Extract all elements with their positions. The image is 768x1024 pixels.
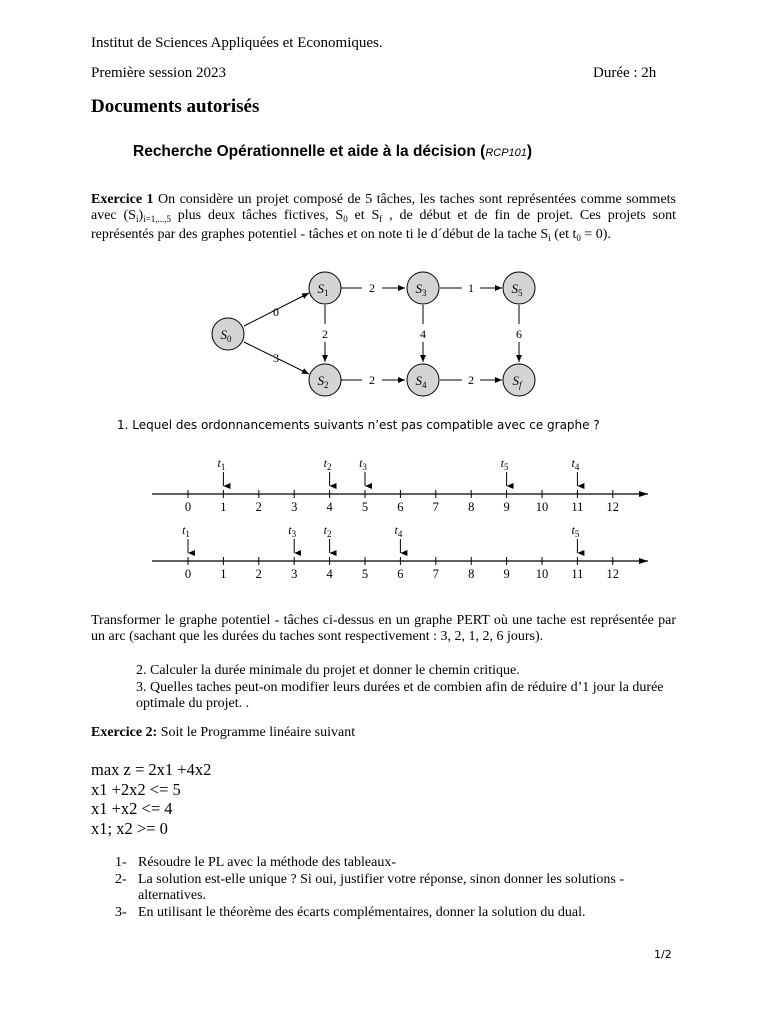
timeline-a-marker-label: $t_2$ <box>323 456 332 472</box>
timeline-a-tick-label: 5 <box>361 500 369 514</box>
linear-program <box>91 760 211 838</box>
lp-objective: max z = 2x1 +4x2 <box>91 760 212 779</box>
weight-s5-sf: 6 <box>516 327 522 341</box>
timeline-a-tick-label: 12 <box>606 500 620 514</box>
timeline-b-marker-label: $t_4$ <box>394 523 403 539</box>
weight-s1-s3: 2 <box>369 281 375 295</box>
ex2-q3-num: 3- <box>115 905 127 920</box>
course-title-text: Recherche Opérationnelle et aide à la décision ( <box>133 143 486 160</box>
timeline-a-tick-label: 3 <box>291 500 298 514</box>
timeline-b-tick-label: 10 <box>535 567 549 581</box>
timeline-a-marker-label: $t_5$ <box>500 456 509 472</box>
timeline-a-tick-label: 11 <box>571 500 584 514</box>
timeline-b-marker-label: $t_1$ <box>182 523 190 539</box>
timeline-b-tick-label: 0 <box>184 567 192 581</box>
weight-s3-s4: 4 <box>420 327 426 341</box>
intro-part: plus deux tâches fictives, S <box>170 208 344 223</box>
timeline-a-marker-label: $t_1$ <box>217 456 226 472</box>
intro-sub: i=1,...,5 <box>143 214 171 224</box>
intro-part: , de début et de fin de projet. Ces projets sont représentés par des graphes potentiel - tâches et on note ti le d´début de la tache S <box>91 208 677 242</box>
timeline-b-tick-label: 6 <box>397 567 404 581</box>
timeline-b-tick-label: 9 <box>503 567 510 581</box>
node-s2-label: $S_2$ <box>317 373 329 390</box>
timeline-b-marker-label: $t_2$ <box>323 523 332 539</box>
intro-sub: 0 <box>576 233 581 243</box>
weight-s0-s2: 3 <box>273 351 279 365</box>
timeline-b <box>152 523 648 581</box>
node-s5 <box>503 272 535 304</box>
session-label: Première session 2023 <box>91 65 226 81</box>
lp-constraint-2: x1 +x2 <= 4 <box>91 799 173 818</box>
intro-part: et S <box>347 208 380 223</box>
question-2: 2. Calculer la durée minimale du projet et donner le chemin critique. <box>136 663 520 678</box>
exercise2-intro-text: Soit le Programme linéaire suivant <box>157 725 356 740</box>
ex2-q2-text: La solution est-elle unique ? Si oui, justifier votre réponse, sinon donner les solutions - alternatives. <box>138 872 625 903</box>
node-sf <box>503 364 535 396</box>
node-s3 <box>407 272 439 304</box>
lp-nonnegativity: x1; x2 >= 0 <box>91 818 168 838</box>
intro-sub: 0 <box>343 214 348 224</box>
intro-sub: f <box>379 214 383 224</box>
duration-label: Durée : 2h <box>593 65 657 81</box>
timeline-a-tick-label: 6 <box>397 500 404 514</box>
node-s2 <box>309 364 341 396</box>
timeline-b-tick-label: 1 <box>220 567 227 581</box>
node-s0-label: $S_0$ <box>220 327 232 344</box>
intro-part: On considère un projet composé de 5 tâches, les taches sont représentées comme sommets avec (S <box>91 192 676 223</box>
timeline-b-tick-label: 12 <box>606 567 620 581</box>
course-title-close: ) <box>526 143 533 160</box>
weight-s1-s2: 2 <box>322 327 328 341</box>
node-s4-label: $S_4$ <box>415 373 427 390</box>
potential-task-graph <box>0 0 768 410</box>
exercise2-intro <box>91 725 355 741</box>
timeline-a-tick-label: 2 <box>255 500 262 514</box>
timeline-b-tick-label: 8 <box>468 567 475 581</box>
timeline-a-tick-label: 10 <box>535 500 549 514</box>
exercise2-label: Exercice 2: <box>91 725 158 740</box>
schedule-timelines <box>0 440 768 590</box>
timeline-a-tick-label: 0 <box>184 500 192 514</box>
page-number: 1/2 <box>654 948 672 961</box>
node-sf-label: $S_f$ <box>512 373 522 390</box>
ex2-q1-num: 1- <box>115 855 127 870</box>
course-code: RCP101 <box>485 147 527 159</box>
timeline-b-tick-label: 11 <box>571 567 584 581</box>
timeline-a-marker-label: $t_4$ <box>571 456 580 472</box>
timeline-a-tick-label: 7 <box>432 500 439 514</box>
weight-s2-s4: 2 <box>369 373 375 387</box>
weight-s4-sf: 2 <box>468 373 474 387</box>
timeline-b-marker-label: $t_3$ <box>288 523 297 539</box>
intro-part: ) <box>138 208 144 223</box>
timeline-b-tick-label: 3 <box>291 567 298 581</box>
node-s1-label: $S_1$ <box>317 281 329 298</box>
weight-s0-s1: 0 <box>273 305 279 319</box>
timeline-a-tick-label: 8 <box>468 500 475 514</box>
exercise1-label: Exercice 1 <box>91 192 154 207</box>
transform-instruction: Transformer le graphe potentiel - tâches ci-dessus en un graphe PERT où une tache est représentée par un arc (sachant que les durées du taches sont respectivement : 3, 2, 1, 2, 6 jours). <box>91 613 676 644</box>
timeline-a <box>152 456 648 514</box>
intro-part: = 0). <box>580 227 611 242</box>
node-s0 <box>212 318 244 350</box>
node-s5-label: $S_5$ <box>511 281 523 298</box>
question-1: 1. Lequel des ordonnancements suivants n’est pas compatible avec ce graphe ? <box>117 418 600 432</box>
institute-name: Institut de Sciences Appliquées et Economiques. <box>91 35 383 51</box>
question-3: 3. Quelles taches peut-on modifier leurs durées et de combien afin de réduire d’1 jour la durée optimale du projet. . <box>136 680 664 711</box>
intro-part: (et t <box>550 227 577 242</box>
ex2-q3-text: En utilisant le théorème des écarts complémentaires, donner la solution du dual. <box>138 905 586 920</box>
lp-constraint-1: x1 +2x2 <= 5 <box>91 779 181 799</box>
intro-sub: i <box>548 233 551 243</box>
weight-s3-s5: 1 <box>468 281 474 295</box>
intro-sub: i <box>135 214 139 224</box>
timeline-b-tick-label: 4 <box>326 567 333 581</box>
documents-authorized: Documents autorisés <box>91 96 260 117</box>
timeline-a-marker-label: $t_3$ <box>359 456 367 472</box>
node-s4 <box>407 364 439 396</box>
timeline-a-tick-label: 4 <box>326 500 333 514</box>
timeline-a-tick-label: 9 <box>503 500 510 514</box>
ex2-q1-text: Résoudre le PL avec la méthode des tableaux- <box>138 855 396 870</box>
timeline-b-marker-label: $t_5$ <box>571 523 580 539</box>
timeline-b-tick-label: 7 <box>432 567 439 581</box>
node-s3-label: $S_3$ <box>415 281 427 298</box>
timeline-a-tick-label: 1 <box>220 500 227 514</box>
timeline-b-tick-label: 5 <box>361 567 369 581</box>
ex2-q2-num: 2- <box>115 872 127 887</box>
node-s1 <box>309 272 341 304</box>
timeline-b-tick-label: 2 <box>255 567 262 581</box>
